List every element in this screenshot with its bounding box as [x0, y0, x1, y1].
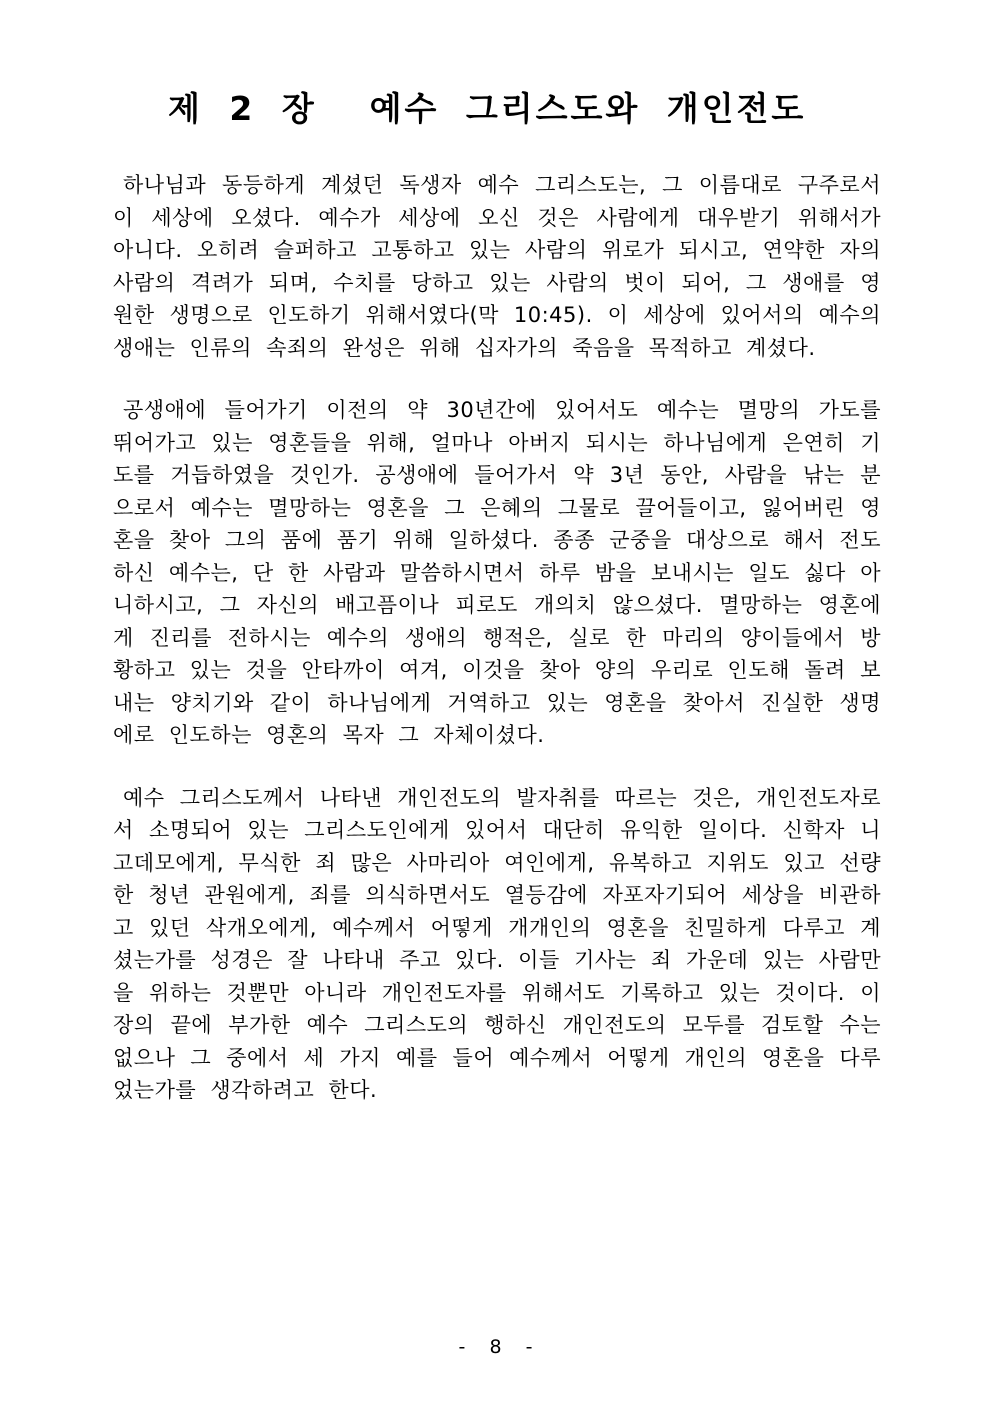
page-number: - 8 -: [458, 1336, 534, 1358]
document-body: [113, 169, 881, 1107]
chapter-title: 제 2 장 예수 그리스도와 개인전도: [168, 89, 807, 128]
paragraph-1: 하나님과 동등하게 계셨던 독생자 예수 그리스도는, 그 이름대로 구주로서 이 세상에 오셨다. 예수가 세상에 오신 것은 사람에게 대우받기 위해서가 아니다. 오히려 슬퍼하고 고통하고 있는 사람의 위로가 되시고, 연약한 자의 사람의 격려가 되며, 수치를 당하고 있는 사람의 벗이 되어, 그 생애를 영원한 생명으로 인도하기 위해서였다(막 10:45). 이 세상에 있어서의 예수의 생애는 인류의 속죄의 완성은 위해 십자가의 죽음을 목적하고 계셨다.: [113, 173, 881, 360]
paragraph-2: 공생애에 들어가기 이전의 약 30년간에 있어서도 예수는 멸망의 가도를 뛰어가고 있는 영혼들을 위해, 얼마나 아버지 되시는 하나님에게 은연히 기도를 거듭하였을 것인가. 공생애에 들어가서 약 3년 동안, 사람을 낚는 분으로서 예수는 멸망하는 영혼을 그 은혜의 그물로 끌어들이고, 잃어버린 영혼을 찾아 그의 품에 품기 위해 일하셨다. 종종 군중을 대상으로 해서 전도하신 예수는, 단 한 사람과 말씀하시면서 하루 밤을 보내시는 일도 싫다 아니하시고, 그 자신의 배고픔이나 피로도 개의치 않으셨다. 멸망하는 영혼에게 진리를 전하시는 예수의 생애의 행적은, 실로 한 마리의 양이들에서 방황하고 있는 것을 안타까이 여겨, 이것을 찾아 양의 우리로 인도해 돌려 보내는 양치기와 같이 하나님에게 거역하고 있는 영혼을 찾아서 진실한 생명에로 인도하는 영혼의 목자 그 자체이셨다.: [113, 398, 881, 748]
paragraph-3: 예수 그리스도께서 나타낸 개인전도의 발자취를 따르는 것은, 개인전도자로서 소명되어 있는 그리스도인에게 있어서 대단히 유익한 일이다. 신학자 니고데모에게, 무식한 죄 많은 사마리아 여인에게, 유복하고 지위도 있고 선량한 청년 관원에게, 죄를 의식하면서도 열등감에 자포자기되어 세상을 비관하고 있던 삭개오에게, 예수께서 어떻게 개개인의 영혼을 친밀하게 다루고 계셨는가를 성경은 잘 나타내 주고 있다. 이들 기사는 죄 가운데 있는 사람만을 위하는 것뿐만 아니라 개인전도자를 위해서도 기록하고 있는 것이다. 이장의 끝에 부가한 예수 그리스도의 행하신 개인전도의 모두를 검토할 수는 없으나 그 중에서 세 가지 예를 들어 예수께서 어떻게 개인의 영혼을 다루었는가를 생각하려고 한다.: [113, 785, 881, 1103]
